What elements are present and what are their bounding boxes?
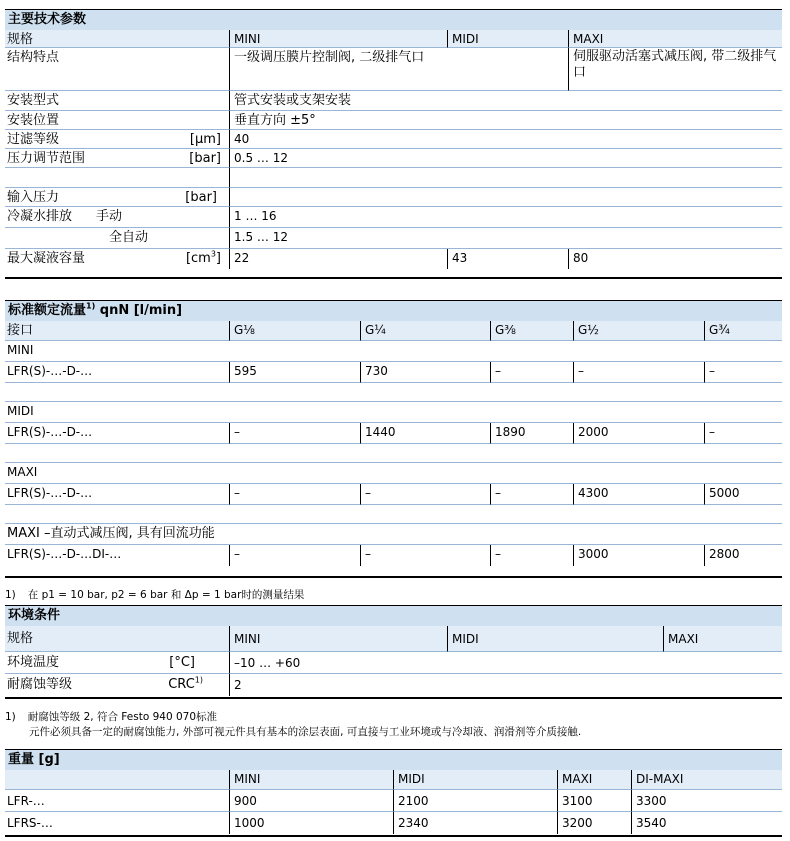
weight-row-lfr-label: LFR-… — [5, 790, 229, 812]
flow-group-name: MAXI –直动式减压阀, 具有回流功能 — [5, 524, 782, 545]
structure-mini-midi: 一级调压膜片控制阀, 二级排气口 — [229, 48, 568, 91]
weight-head-maxi: MAXI — [557, 770, 631, 790]
weight-lfrs-midi: 2340 — [393, 812, 557, 834]
flow-group-name: MINI — [5, 341, 782, 362]
input-pressure-value — [229, 188, 782, 207]
flow-group-name: MIDI — [5, 402, 782, 423]
env-corrosion-value: 2 — [229, 674, 782, 696]
flow-value: 5000 — [704, 484, 782, 505]
env-footnote-line2: 元件必须具备一定的耐腐蚀能力, 外部可视元件具有基本的涂层表面, 可直接与工业环境或与冷却液、润滑剂等介质接触. — [29, 726, 582, 738]
condensate-auto-label: 全自动 — [5, 228, 229, 249]
flow-model: LFR(S)-…-D-… — [5, 484, 229, 505]
env-head-label: 规格 — [5, 626, 229, 652]
flow-model: LFR(S)-…-D-… — [5, 423, 229, 444]
structure-maxi: 伺服驱动活塞式减压阀, 带二级排气口 — [568, 48, 782, 91]
env-head-midi: MIDI — [447, 626, 663, 652]
flow-head-label: 接口 — [5, 321, 229, 341]
env-head-maxi: MAXI — [663, 626, 782, 652]
flow-model: LFR(S)-…-D-…DI-… — [7, 547, 122, 561]
max-condensate-maxi: 80 — [568, 249, 782, 269]
pressure-range-label — [5, 149, 229, 168]
tech-head-label: 规格 — [5, 30, 229, 48]
max-condensate-text: 最大凝液容量 — [7, 251, 86, 266]
condensate-manual: 手动 — [96, 209, 123, 224]
port-g3-4: G¾ — [704, 321, 782, 341]
mount-type-label: 安装型式 — [5, 91, 229, 111]
env-title: 环境条件 — [5, 605, 782, 626]
input-pressure-text: 输入压力 — [7, 190, 60, 205]
cm-unit-end: ] — [215, 251, 221, 266]
port-g1-8: G⅛ — [229, 321, 360, 341]
max-condensate-label — [5, 249, 229, 269]
filter-unit: [µm] — [189, 132, 221, 147]
flow-value: – — [490, 484, 573, 505]
env-footnote — [5, 710, 581, 740]
flow-value: – — [360, 545, 490, 566]
flow-value: – — [229, 484, 360, 505]
mount-type-value: 管式安装或支架安装 — [229, 91, 782, 111]
flow-model: LFR(S)-…-D-… — [5, 362, 229, 383]
mount-pos-value: 垂直方向 ±5° — [229, 111, 782, 130]
env-temp-text: 环境温度 — [7, 655, 60, 670]
flow-spacer — [5, 505, 782, 524]
flow-value: – — [229, 423, 360, 444]
port-g3-8: G⅜ — [490, 321, 573, 341]
max-condensate-midi: 43 — [447, 249, 568, 269]
spacer-1 — [5, 168, 229, 188]
flow-value: 595 — [229, 362, 360, 383]
mount-pos-label: 安装位置 — [5, 111, 229, 130]
filter-value: 40 — [229, 130, 782, 149]
flow-value: 1890 — [490, 423, 573, 444]
crc-text: CRC — [168, 677, 195, 692]
flow-value: 3000 — [573, 545, 704, 566]
tech-head-maxi: MAXI — [568, 30, 782, 48]
flow-title-text: 标准额定流量 — [8, 303, 87, 318]
weight-row-lfrs-label: LFRS-… — [7, 816, 53, 830]
env-temp-value: –10 … +60 — [229, 652, 782, 674]
env-temp-label — [5, 652, 229, 674]
tech-title: 主要技术参数 — [5, 9, 782, 30]
weight-head-di-maxi: DI-MAXI — [631, 770, 782, 790]
cm-unit: [cm — [185, 251, 211, 266]
flow-table — [5, 321, 782, 566]
flow-spacer — [5, 444, 782, 463]
env-corrosion-text: 耐腐蚀等级 — [7, 677, 73, 692]
weight-lfr-midi: 2100 — [393, 790, 557, 812]
flow-group-name: MAXI — [5, 463, 782, 484]
pressure-range-value: 0.5 … 12 — [229, 149, 782, 168]
condensate-label: 冷凝水排放 — [7, 209, 73, 224]
max-condensate-unit — [186, 250, 225, 267]
tech-head-mini: MINI — [229, 30, 447, 48]
pressure-range-text: 压力调节范围 — [7, 151, 86, 166]
weight-lfr-maxi: 3100 — [557, 790, 631, 812]
weight-title: 重量 [g] — [5, 749, 782, 770]
condensate-auto-value: 1.5 … 12 — [229, 228, 782, 249]
env-footnote-line1 — [5, 710, 581, 725]
env-head-mini: MINI — [229, 626, 447, 652]
flow-value: – — [704, 362, 782, 383]
weight-table — [5, 770, 782, 834]
input-pressure-unit: [bar] — [185, 190, 217, 205]
weight-head-midi: MIDI — [393, 770, 557, 790]
flow-spacer — [5, 383, 782, 402]
flow-value: – — [490, 545, 573, 566]
flow-value: 2000 — [573, 423, 704, 444]
input-pressure-label — [5, 188, 229, 207]
flow-value: 1440 — [360, 423, 490, 444]
pressure-range-unit: [bar] — [189, 151, 221, 166]
flow-footnote — [5, 588, 304, 603]
env-footnote-mark: 1) — [5, 711, 16, 723]
env-table — [5, 626, 782, 696]
flow-footnote-text: 在 p1 = 10 bar, p2 = 6 bar 和 Δp = 1 bar时的测量结果 — [27, 589, 305, 601]
filter-label — [5, 130, 229, 149]
weight-lfr-di-maxi: 3300 — [631, 790, 782, 812]
spacer-1b — [229, 168, 782, 188]
structure-label: 结构特点 — [5, 48, 229, 91]
flow-value: – — [573, 362, 704, 383]
env-temp-unit: [°C] — [169, 655, 195, 670]
port-g1-4: G¼ — [360, 321, 490, 341]
max-condensate-mini: 22 — [229, 249, 447, 269]
env-footnote-text1: 耐腐蚀等级 2, 符合 Festo 940 070标准 — [27, 711, 218, 723]
weight-lfrs-mini: 1000 — [229, 812, 393, 834]
flow-value: 730 — [360, 362, 490, 383]
filter-label-text: 过滤等级 — [7, 132, 60, 147]
flow-value: 2800 — [704, 545, 782, 566]
weight-head-mini: MINI — [229, 770, 393, 790]
env-corrosion-unit — [168, 675, 225, 695]
env-corrosion-label — [5, 674, 229, 696]
flow-title-suffix: qnN [l/min] — [95, 303, 183, 318]
flow-footnote-mark: 1) — [5, 589, 16, 601]
tech-head-midi: MIDI — [447, 30, 568, 48]
flow-value: 4300 — [573, 484, 704, 505]
cm-unit-sup: 3 — [210, 249, 216, 259]
flow-value: – — [704, 423, 782, 444]
crc-sup: 1) — [194, 675, 203, 685]
weight-head-blank — [5, 770, 229, 790]
weight-lfrs-maxi: 3200 — [557, 812, 631, 834]
flow-value: – — [229, 545, 360, 566]
tech-table — [5, 30, 782, 269]
port-g1-2: G½ — [573, 321, 704, 341]
flow-value: – — [490, 362, 573, 383]
flow-title-sup: 1) — [86, 301, 96, 311]
weight-lfrs-di-maxi: 3540 — [631, 812, 782, 834]
condensate-manual-label — [5, 207, 229, 228]
flow-value: – — [360, 484, 490, 505]
condensate-manual-value: 1 … 16 — [229, 207, 782, 228]
weight-lfr-mini: 900 — [229, 790, 393, 812]
